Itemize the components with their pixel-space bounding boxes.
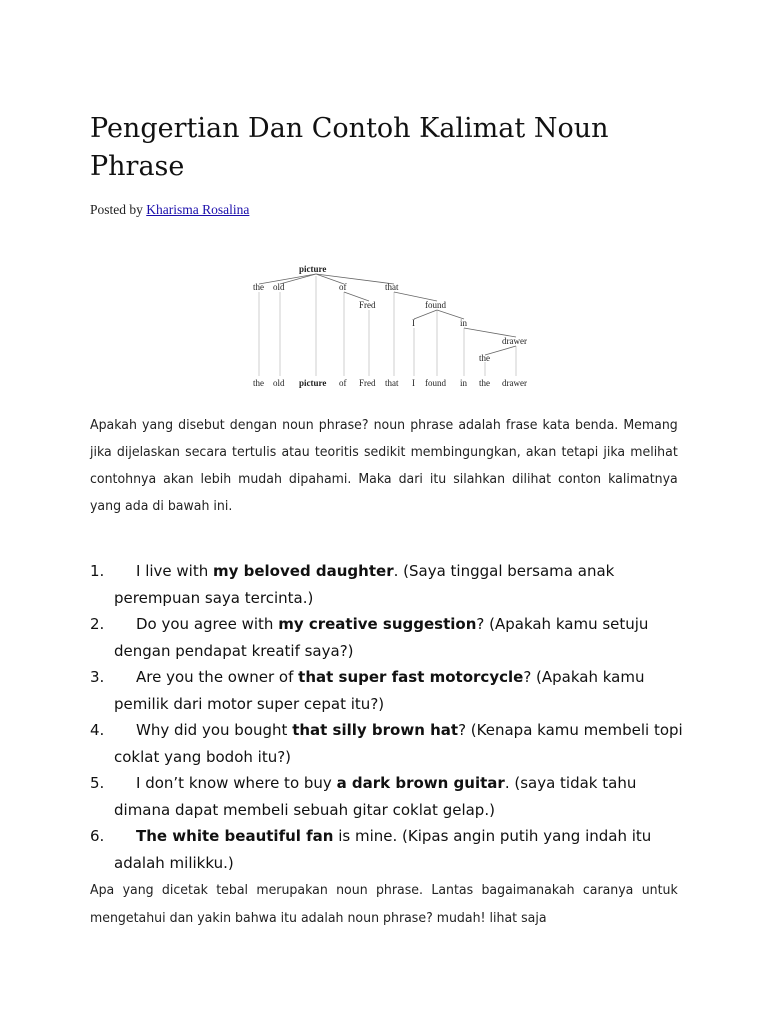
byline-prefix: Posted by (90, 202, 147, 217)
tree-word: drawer (502, 378, 527, 388)
item-number: 6. (90, 827, 105, 845)
noun-phrase: my creative suggestion (278, 615, 477, 633)
tree-node-label: of (339, 282, 347, 292)
tree-word: old (273, 378, 285, 388)
noun-phrase: a dark brown guitar (336, 774, 505, 792)
intro-paragraph: Apakah yang disebut dengan noun phrase? noun phrase adalah frase kata benda. Memang jika dijelaskan secara tertulis atau teoritis sedikit membingungkan, akan tetapi jika melihat contohnya akan lebih mudah dipahami. Maka dari itu silahkan dilihat conton kalimatnya yang ada di bawah ini. (90, 417, 678, 514)
item-number: 2. (90, 615, 105, 633)
tree-word: of (339, 378, 347, 388)
list-item (90, 558, 690, 611)
item-number: 3. (90, 668, 105, 686)
tree-node-label: found (425, 300, 446, 310)
outro-paragraph: Apa yang dicetak tebal merupakan noun phrase. Lantas bagaimanakah caranya untuk mengetahui dan yakin bahwa itu adalah noun phrase? mudah! lihat saja (90, 882, 678, 926)
noun-phrase: that silly brown hat (292, 721, 459, 739)
tree-word: Fred (359, 378, 376, 388)
tree-word: I (412, 378, 415, 388)
list-item (90, 823, 690, 876)
item-translation: ? (Kenapa kamu membeli topi coklat yang bodoh itu?) (114, 721, 683, 766)
item-text: Are you the owner of (136, 668, 299, 686)
tree-node-label: Fred (359, 300, 376, 310)
tree-root-label: picture (299, 264, 327, 274)
tree-word: the (479, 378, 490, 388)
noun-phrase: my beloved daughter (213, 562, 394, 580)
item-translation: . (saya tidak tahu dimana dapat membeli sebuah gitar coklat gelap.) (114, 774, 637, 819)
item-number: 1. (90, 562, 105, 580)
tree-branch (414, 310, 437, 319)
tree-node-label: the (253, 282, 264, 292)
tree-node-label: in (460, 318, 468, 328)
item-text: Do you agree with (136, 615, 279, 633)
byline (90, 202, 249, 218)
item-number: 5. (90, 774, 105, 792)
tree-node-label: that (385, 282, 399, 292)
list-item (90, 611, 690, 664)
tree-word: picture (299, 378, 327, 388)
tree-word: that (385, 378, 399, 388)
tree-node-label: drawer (502, 336, 527, 346)
author-link[interactable]: Kharisma Rosalina (146, 202, 250, 217)
noun-phrase: that super fast motorcycle (298, 668, 524, 686)
noun-phrase-tree-diagram (240, 258, 540, 398)
tree-branch (259, 274, 316, 284)
examples-list (90, 558, 690, 876)
list-item (90, 664, 690, 717)
tree-node-label: the (479, 353, 490, 363)
item-text: Why did you bought (136, 721, 293, 739)
item-translation: ? (Apakah kamu pemilik dari motor super cepat itu?) (114, 668, 645, 713)
tree-branch (316, 274, 394, 284)
item-number: 4. (90, 721, 105, 739)
tree-word: the (253, 378, 264, 388)
item-text: I don’t know where to buy (136, 774, 337, 792)
list-item (90, 770, 690, 823)
tree-node-label: I (412, 318, 415, 328)
list-item (90, 717, 690, 770)
tree-word: in (460, 378, 468, 388)
item-translation: . (Saya tinggal bersama anak perempuan saya tercinta.) (114, 562, 615, 607)
noun-phrase: The white beautiful fan (136, 827, 334, 845)
item-translation: is mine. (Kipas angin putih yang indah itu adalah milikku.) (114, 827, 652, 872)
item-translation: ? (Apakah kamu setuju dengan pendapat kreatif saya?) (114, 615, 649, 660)
tree-word: found (425, 378, 446, 388)
article-title: Pengertian Dan Contoh Kalimat Noun Phrase (90, 113, 609, 182)
item-text: I live with (136, 562, 213, 580)
tree-node-label: old (273, 282, 285, 292)
